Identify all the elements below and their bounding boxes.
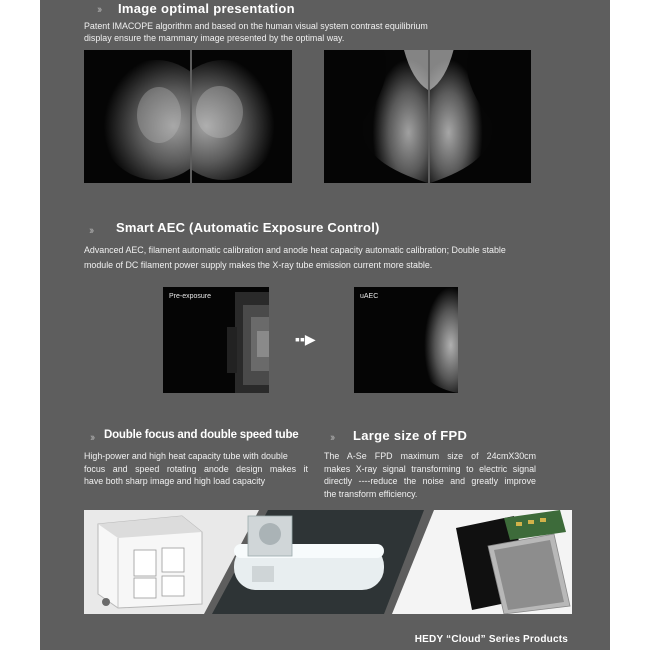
footer-series: HEDY “Cloud” Series Products (414, 634, 568, 645)
chevron-icon: ›› (97, 4, 101, 16)
section-body (84, 243, 506, 273)
section-heading-smart-aec: Smart AEC (Automatic Exposure Control) (116, 220, 380, 235)
body-line: Advanced AEC, filament automatic calibration and anode heat capacity automatic calibration; Double stable (84, 245, 506, 255)
mammogram-image (428, 50, 531, 183)
aec-label-pre-exposure: Pre-exposure (169, 293, 212, 300)
pre-exposure-image (163, 287, 269, 393)
body-line: The A-Se FPD maximum size of 24cmX30cm (324, 451, 536, 461)
section-body (84, 450, 308, 488)
mammogram-image (190, 50, 292, 183)
body-line: module of DC filament power supply makes the X-ray tube emission current more stable. (84, 260, 433, 270)
body-line: makes X-ray signal transforming to electric signal (324, 463, 536, 474)
aec-label-uaec: uAEC (360, 293, 379, 300)
body-line: Patent IMACOPE algorithm and based on the human visual system contrast equilibrium (84, 21, 428, 31)
body-line: focus and speed rotating anode design makes it (84, 463, 308, 474)
section-body (324, 450, 536, 500)
chevron-icon: ›› (330, 432, 334, 444)
chevron-icon: ›› (89, 225, 93, 237)
section-body (84, 21, 428, 45)
section-heading-large-fpd: Large size of FPD (353, 428, 468, 443)
chevron-icon: ›› (90, 432, 94, 444)
mammogram-image (324, 50, 428, 183)
section-heading-double-focus: Double focus and double speed tube (104, 429, 299, 441)
product-photo-strip (84, 510, 572, 614)
body-line: directly ----reduce the noise and greatly improve (324, 476, 536, 487)
content-panel (40, 0, 610, 650)
uaec-image (354, 287, 458, 393)
body-line: High-power and high heat capacity tube with double (84, 451, 288, 461)
body-line: have both sharp image and high load capacity (84, 476, 266, 487)
section-heading-image-presentation: Image optimal presentation (118, 1, 295, 16)
arrow-right-icon: ▪▪▶ (295, 331, 316, 347)
body-line: the transform efficiency. (324, 488, 418, 499)
mammogram-image (84, 50, 190, 183)
body-line: display ensure the mammary image presented by the optimal way. (84, 32, 345, 43)
product-photos (84, 510, 572, 614)
